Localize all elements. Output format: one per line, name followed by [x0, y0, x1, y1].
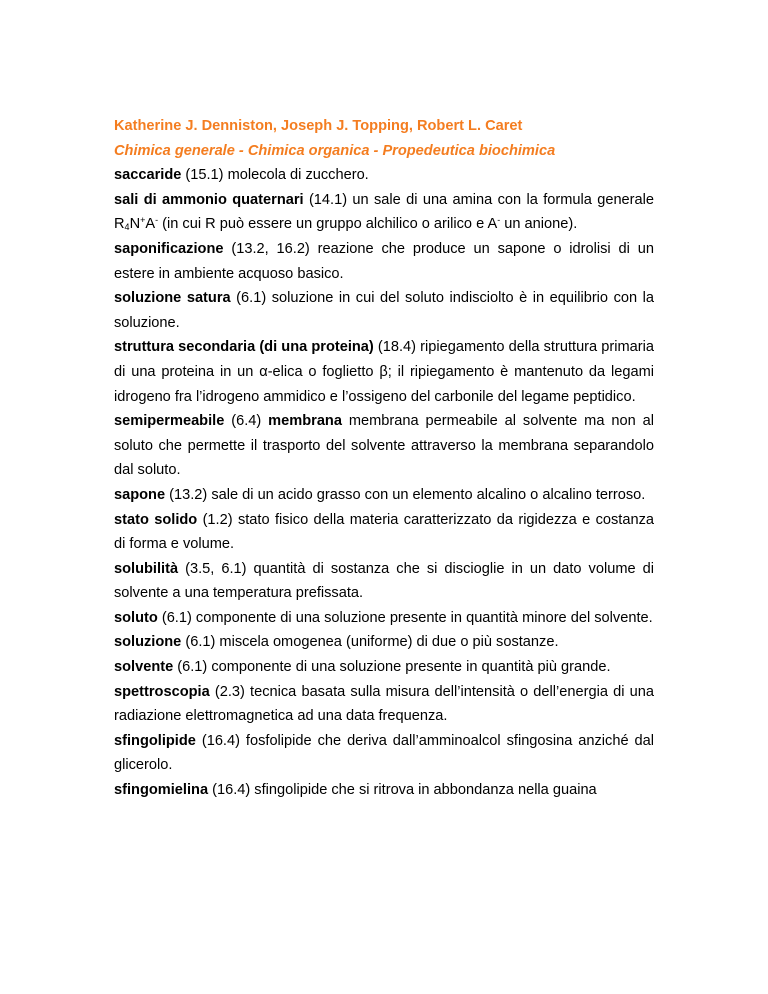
entry-term: saccaride	[114, 167, 182, 184]
entry-term: sfingomielina	[114, 782, 209, 799]
glossary-entry-soluto	[114, 606, 654, 631]
entry-term: soluzione satura	[114, 290, 231, 307]
entry-definition: miscela omogenea (uniforme) di due o più sostanze.	[219, 634, 559, 651]
entry-term: spettroscopia	[114, 683, 210, 700]
entry-term: sapone	[114, 486, 166, 503]
glossary-entry-semipermeabile	[114, 409, 654, 483]
entry-term: solvente	[114, 659, 174, 676]
entry-term: struttura secondaria (di una proteina)	[114, 339, 374, 356]
entry-ref: (13.2)	[165, 486, 212, 503]
entry-ref: (16.4)	[195, 732, 246, 749]
entry-definition: membrana permeabile al solvente ma non al soluto che permette il trasporto del solvente attraverso la membrana separandolo dal soluto.	[114, 413, 654, 479]
entry-definition: ripiegamento della struttura primaria di una proteina in un α-elica o foglietto β; il ripiegamento è mantenuto da legami idrogeno fra l’idrogeno ammidico e l’ossigeno del carbonile del legame peptidico.	[114, 339, 655, 405]
entry-ref: (3.5, 6.1)	[178, 560, 254, 577]
entry-ref: (6.4)	[224, 413, 269, 430]
book-title: Chimica generale - Chimica organica - Propedeutica biochimica	[114, 142, 556, 159]
entry-ref: (18.4)	[373, 339, 421, 356]
entry-definition: componente di una soluzione presente in quantità minore del solvente.	[195, 609, 653, 626]
authors-line: Katherine J. Denniston, Joseph J. Topping, Robert L. Caret	[114, 118, 523, 134]
entry-definition: quantità di sostanza che si discioglie in un dato volume di solvente a una temperatura prefissata.	[114, 560, 654, 602]
entry-definition: componente di una soluzione presente in quantità più grande.	[211, 659, 611, 676]
glossary-entry-saccaride	[114, 163, 654, 188]
glossary-entry-sfingolipide	[114, 729, 654, 778]
entry-definition: soluzione in cui del soluto indisciolto è in equilibrio con la soluzione.	[114, 290, 654, 331]
entry-term: sali di ammonio quaternari	[114, 191, 304, 208]
entry-ref: (16.4)	[208, 782, 255, 799]
glossary-entry-solubilita	[114, 557, 654, 606]
document-page	[114, 114, 654, 803]
entry-term: saponificazione	[114, 240, 224, 257]
entry-ref: (14.1)	[303, 191, 353, 208]
entry-definition-end: un anione).	[500, 216, 578, 233]
glossary-entry-solvente	[114, 655, 654, 680]
entry-definition: sfingolipide che si ritrova in abbondanza nella guaina	[254, 782, 597, 799]
glossary-entry-soluzione-satura	[114, 286, 654, 335]
entry-definition-cont: (in cui R può essere un gruppo alchilico o arilico e A	[158, 216, 498, 233]
entry-definition: molecola di zucchero.	[227, 167, 369, 184]
glossary-entry-struttura-secondaria	[114, 335, 654, 409]
glossary-entry-sfingomielina	[114, 778, 654, 803]
entry-term: semipermeabile	[114, 413, 225, 430]
entry-definition: fosfolipide che deriva dall’amminoalcol sfingosina anziché dal glicerolo.	[114, 732, 654, 774]
entry-term: stato solido	[114, 511, 198, 528]
entry-term: soluzione	[114, 634, 182, 651]
entry-ref: (6.1)	[157, 609, 196, 626]
entry-term: solubilità	[114, 560, 179, 577]
entry-ref: (13.2, 16.2)	[223, 240, 318, 257]
glossary-entry-stato-solido	[114, 508, 654, 557]
entry-ref: (6.1)	[181, 634, 220, 651]
formula: $R_4N^+A^-$	[114, 215, 159, 233]
entry-term: sfingolipide	[114, 732, 196, 749]
entry-ref: (2.3)	[209, 683, 251, 700]
entry-ref: (15.1)	[181, 167, 228, 184]
entry-definition: reazione che produce un sapone o idrolisi di un estere in ambiente acquoso basico.	[114, 240, 654, 282]
entry-definition: stato fisico della materia caratterizzato da rigidezza e costanza di forma e volume.	[114, 511, 654, 553]
entry-definition: sale di un acido grasso con un elemento alcalino o alcalino terroso.	[211, 486, 646, 503]
entry-ref: (6.1)	[173, 659, 212, 676]
glossary-entry-spettroscopia	[114, 680, 654, 729]
entry-ref: (1.2)	[197, 511, 238, 528]
entry-definition: tecnica basata sulla misura dell’intensità o dell’energia di una radiazione elettromagnetica ad una data frequenza.	[114, 683, 654, 725]
glossary-entry-soluzione	[114, 630, 654, 655]
glossary-entry-saponificazione	[114, 237, 654, 286]
glossary-entry-sapone	[114, 483, 654, 508]
glossary-entry-sali-di-ammonio: sali di ammonio quaternari (14.1) un sale di una amina con la formula generale $R_4N^+A^-$ (in cui R può essere un gruppo alchilico o arilico e A- un anione).	[114, 191, 655, 233]
entry-definition: un sale di una amina con la formula generale	[352, 191, 655, 208]
entry-term-2: membrana	[268, 413, 342, 430]
entry-ref: (6.1)	[230, 290, 272, 307]
entry-term: soluto	[114, 609, 158, 626]
